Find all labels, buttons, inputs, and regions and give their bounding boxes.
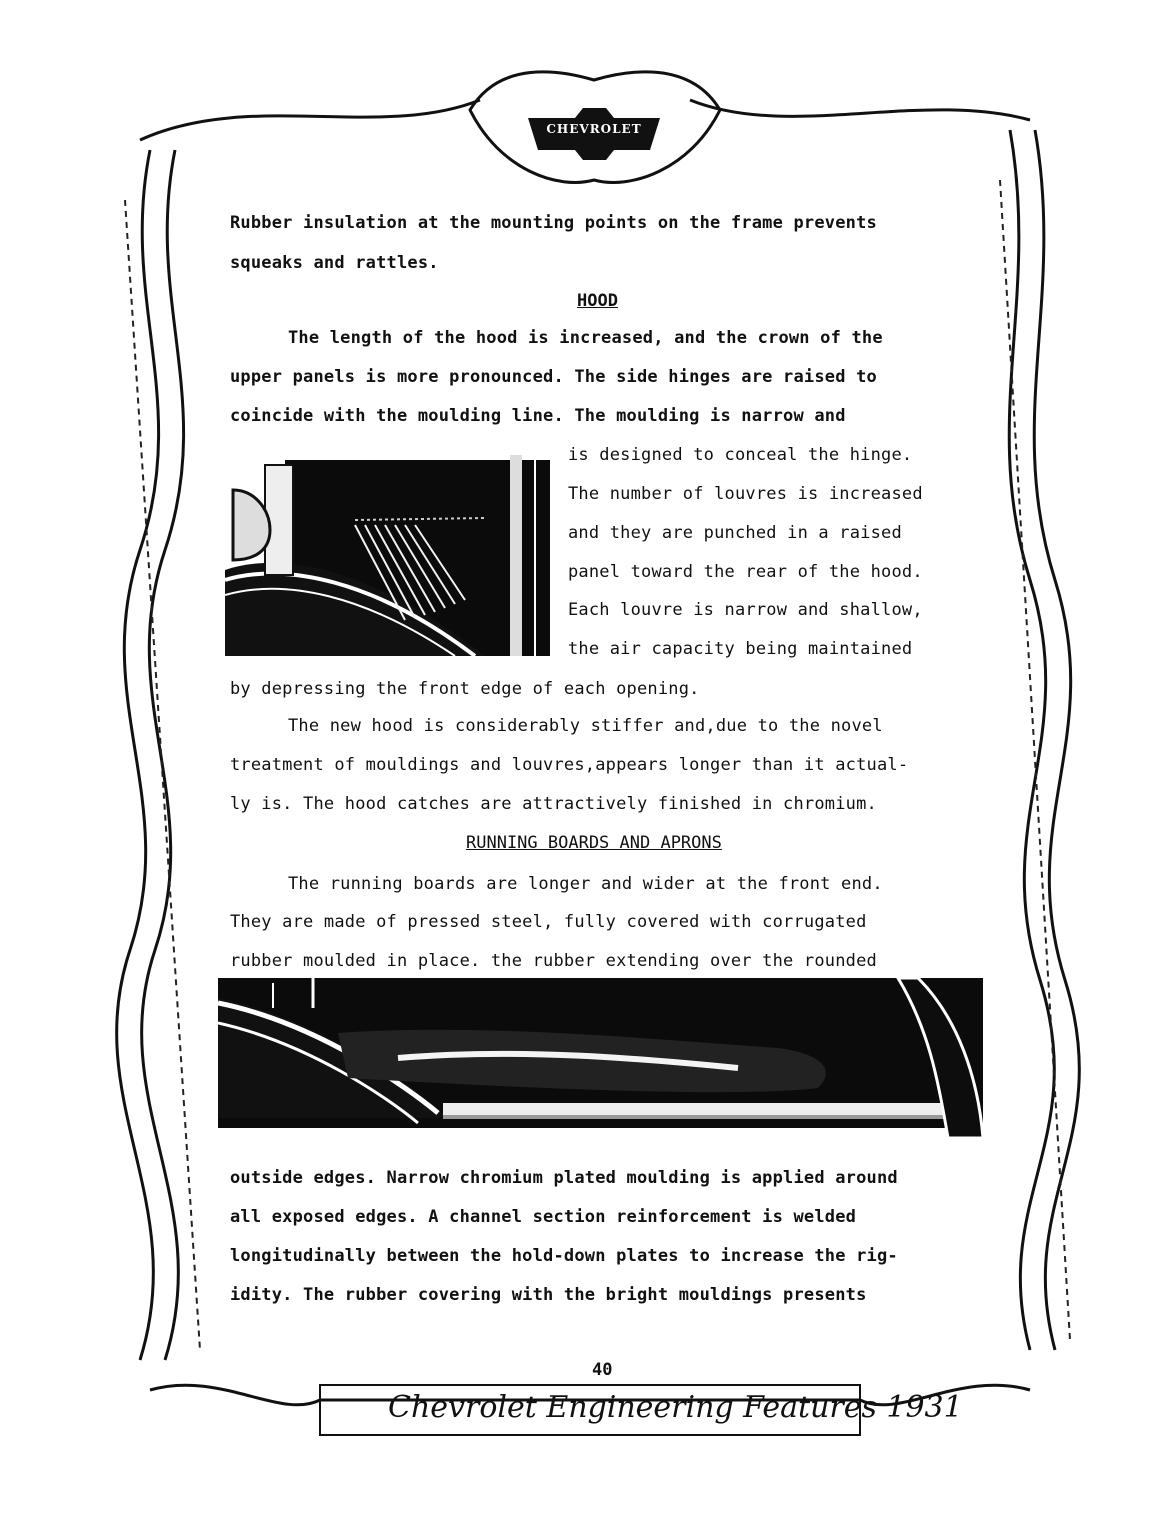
text-line: outside edges. Narrow chromium plated moulding is applied around [230,1168,898,1188]
text-line: The length of the hood is increased, and the crown of the [288,328,883,348]
text-line: Each louvre is narrow and shallow, [568,600,923,620]
text-line: by depressing the front edge of each opening. [230,679,700,699]
text-line: idity. The rubber covering with the bright mouldings presents [230,1285,867,1305]
text-line: rubber moulded in place. the rubber extending over the rounded [230,951,877,971]
text-line: the air capacity being maintained [568,639,913,659]
text-line: treatment of mouldings and louvres,appears longer than it actual- [230,755,909,775]
text-line: and they are punched in a raised [568,523,902,543]
text-line: coincide with the moulding line. The moulding is narrow and [230,406,846,426]
running-board-photo [218,978,983,1158]
section-heading-running-boards: RUNNING BOARDS AND APRONS [466,833,722,853]
running-board-illustration [218,978,983,1158]
text-line: squeaks and rattles. [230,253,439,273]
text-line: They are made of pressed steel, fully covered with corrugated [230,912,867,932]
text-line: The number of louvres is increased [568,484,923,504]
text-line: ly is. The hood catches are attractively finished in chromium. [230,794,877,814]
text-line: all exposed edges. A channel section reinforcement is welded [230,1207,857,1227]
text-line: longitudinally between the hold-down plates to increase the rig- [230,1246,898,1266]
text-line: The new hood is considerably stiffer and,due to the novel [288,716,883,736]
text-line: upper panels is more pronounced. The side hinges are raised to [230,367,877,387]
text-line: Rubber insulation at the mounting points on the frame prevents [230,213,877,233]
section-heading-hood: HOOD [577,291,618,311]
text-line: is designed to conceal the hinge. [568,445,913,465]
hood-illustration [225,450,550,656]
text-line: panel toward the rear of the hood. [568,562,923,582]
page-number: 40 [592,1360,613,1380]
text-line: The running boards are longer and wider at the front end. [288,874,883,894]
chevrolet-emblem-text: CHEVROLET [546,122,642,136]
hood-photo [225,450,550,656]
footer-title: Chevrolet Engineering Features 1931 [388,1390,963,1425]
